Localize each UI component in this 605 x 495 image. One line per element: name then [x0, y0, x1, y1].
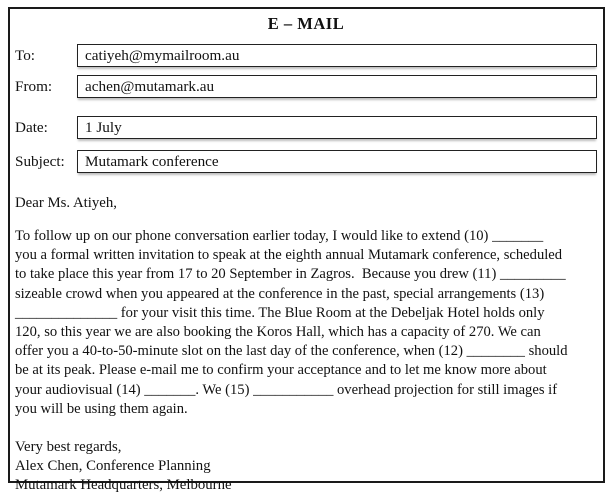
body-line: sizeable crowd when you appeared at the conference in the past, special arrangements (13): [15, 285, 545, 302]
subject-input[interactable]: [77, 150, 597, 173]
field-row-subject: [15, 150, 597, 173]
body-line: 120, so this year we are also booking the Koros Hall, which has a capacity of 270. We can: [15, 324, 541, 341]
subject-label: Subject:: [15, 153, 65, 170]
body-line: ______________ for your visit this time. The Blue Room at the Debeljak Hotel holds only: [15, 304, 545, 321]
from-label: From:: [15, 78, 53, 95]
body-line: be at its peak. Please e-mail me to confirm your acceptance and to let me know more about: [15, 362, 547, 379]
body-line: you will be using them again.: [15, 400, 188, 417]
body-line: you a formal written invitation to speak at the eighth annual Mutamark conference, scheduled: [15, 247, 563, 264]
body-line: to take place this year from 17 to 20 September in Zagros. Because you drew (11) _________: [15, 266, 566, 283]
to-input[interactable]: [77, 44, 597, 67]
header-fields: [15, 44, 597, 173]
signature-block: [15, 438, 597, 495]
signature-closing: Very best regards,: [15, 439, 122, 456]
greeting: Dear Ms. Atiyeh,: [15, 195, 117, 211]
signature-name: Alex Chen, Conference Planning: [15, 458, 211, 475]
from-input[interactable]: [77, 75, 597, 98]
field-row-date: [15, 116, 597, 139]
email-title: E – MAIL: [267, 14, 345, 33]
email-body: [15, 227, 597, 419]
body-line: offer you a 40-to-50-minute slot on the last day of the conference, when (12) ________ should: [15, 343, 568, 360]
field-row-to: [15, 44, 597, 67]
signature-company: Mutamark Headquarters, Melbourne: [15, 477, 232, 494]
date-label: Date:: [15, 119, 48, 136]
email-frame: [8, 7, 605, 494]
body-line: To follow up on our phone conversation earlier today, I would like to extend (10) _______: [15, 228, 544, 244]
field-row-from: [15, 75, 597, 98]
date-input[interactable]: [77, 116, 597, 139]
to-label: To:: [15, 47, 36, 64]
body-line: your audiovisual (14) _______. We (15) ___________ overhead projection for still images if: [15, 381, 558, 398]
